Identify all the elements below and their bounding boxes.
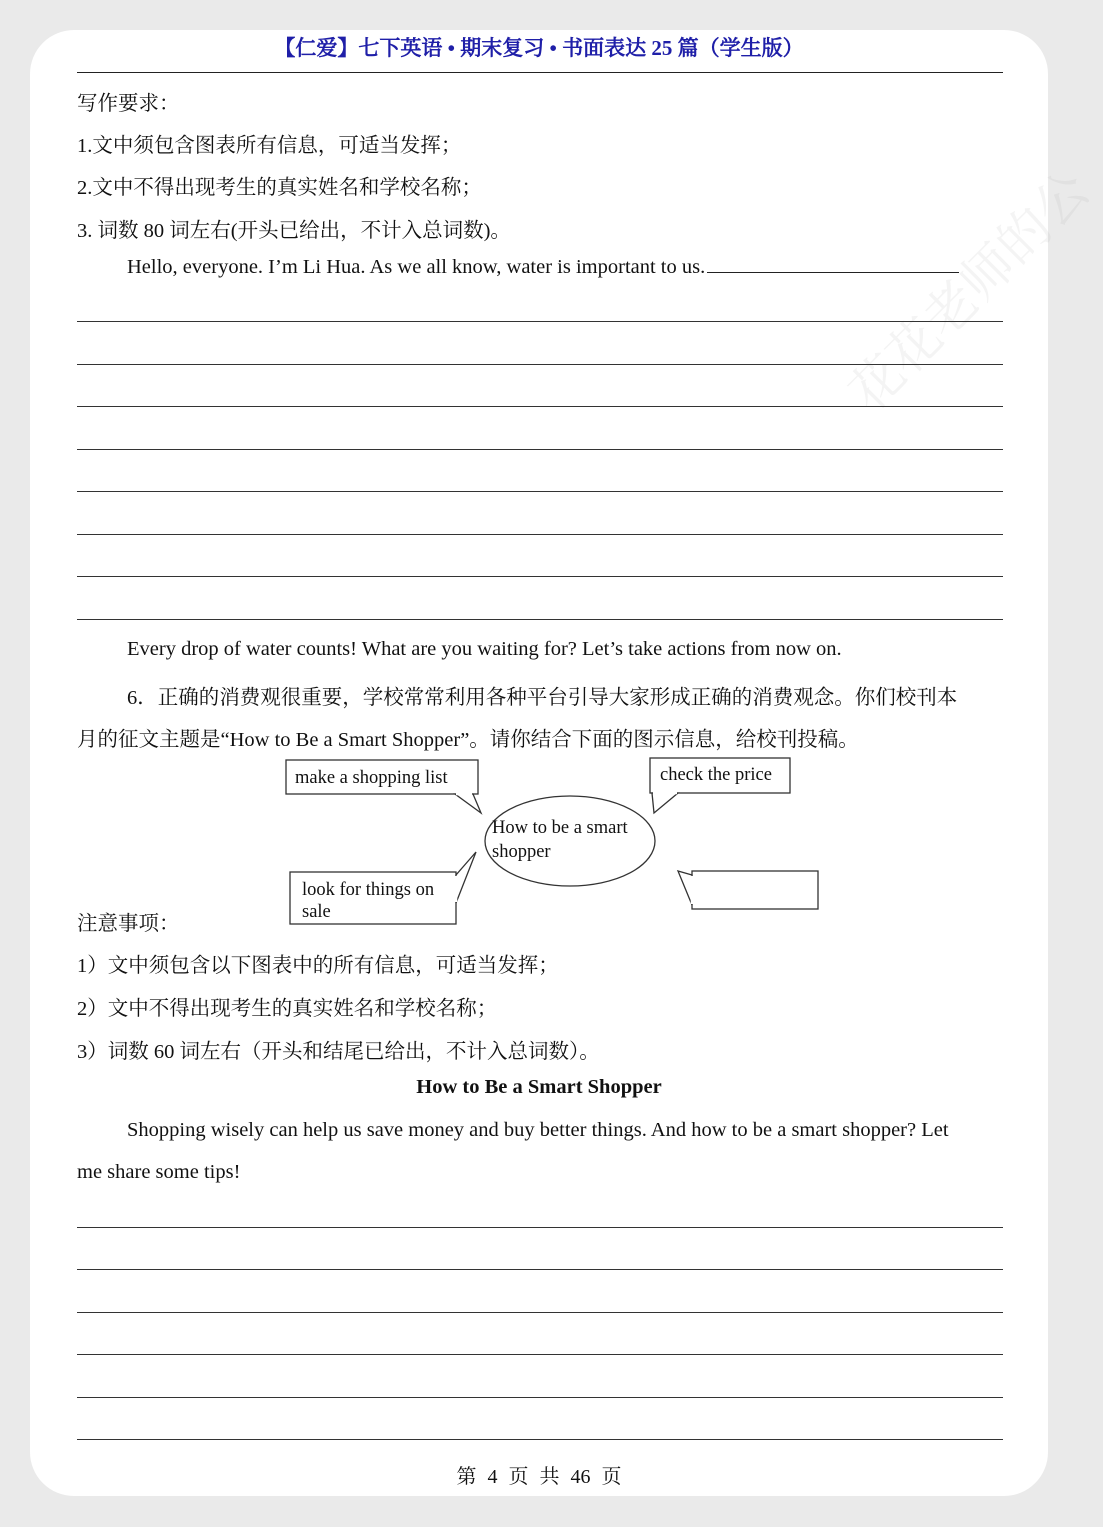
writing-line[interactable] bbox=[77, 321, 1003, 322]
writing-line[interactable] bbox=[77, 1439, 1003, 1440]
center-ellipse bbox=[485, 796, 655, 886]
label-sale-line1: look for things on bbox=[302, 880, 435, 900]
header-title: 【仁爱】七下英语 • 期末复习 • 书面表达 25 篇（学生版） bbox=[274, 36, 804, 60]
inline-writing-blank[interactable] bbox=[707, 272, 959, 273]
box-blank[interactable] bbox=[692, 871, 818, 909]
note-2: 2）文中不得出现考生的真实姓名和学校名称； bbox=[77, 998, 498, 1020]
center-label-line2: shopper bbox=[492, 842, 551, 862]
requirements-title: 写作要求： bbox=[77, 93, 180, 115]
document-page bbox=[30, 30, 1102, 1496]
pointer-blank bbox=[678, 871, 692, 905]
requirement-3: 3. 词数 80 词左右(开头已给出，不计入总词数)。 bbox=[77, 220, 511, 242]
task6-opening-line2: me share some tips! bbox=[77, 1161, 241, 1183]
note-1: 1）文中须包含以下图表中的所有信息，可适当发挥； bbox=[77, 955, 559, 977]
writing-line[interactable] bbox=[77, 364, 1003, 365]
requirement-2: 2.文中不得出现考生的真实姓名和学校名称； bbox=[77, 177, 482, 199]
essay-title: How to Be a Smart Shopper bbox=[416, 1076, 662, 1098]
mind-map-diagram bbox=[280, 755, 800, 930]
writing-line[interactable] bbox=[77, 1312, 1003, 1313]
pointer-shopping-list bbox=[455, 794, 481, 813]
pointer-sale bbox=[456, 852, 476, 903]
task6-intro-line2: 月的征文主题是“How to Be a Smart Shopper”。请你结合下面的图示信息，给校刊投稿。 bbox=[77, 729, 859, 751]
writing-line[interactable] bbox=[77, 1354, 1003, 1355]
task5-opening-line bbox=[127, 256, 959, 279]
writing-line[interactable] bbox=[77, 1397, 1003, 1398]
notes-title: 注意事项： bbox=[77, 913, 180, 935]
task5-opening-text: Hello, everyone. I’m Li Hua. As we all know, water is important to us. bbox=[127, 256, 706, 278]
page-footer: 第 4 页 共 46 页 bbox=[456, 1466, 622, 1488]
label-check-price: check the price bbox=[660, 765, 772, 785]
task6-opening-line1: Shopping wisely can help us save money and buy better things. And how to be a smart shopper? Let bbox=[127, 1119, 949, 1141]
center-label-line1: How to be a smart bbox=[492, 818, 628, 838]
writing-line[interactable] bbox=[77, 491, 1003, 492]
writing-line[interactable] bbox=[77, 534, 1003, 535]
header-rule bbox=[77, 72, 1003, 73]
writing-line[interactable] bbox=[77, 449, 1003, 450]
note-3: 3）词数 60 词左右（开头和结尾已给出，不计入总词数）。 bbox=[77, 1041, 600, 1063]
writing-line[interactable] bbox=[77, 576, 1003, 577]
task6-intro-line1: 6．正确的消费观很重要，学校常常利用各种平台引导大家形成正确的消费观念。你们校刊本 bbox=[127, 687, 958, 709]
requirement-1: 1.文中须包含图表所有信息，可适当发挥； bbox=[77, 135, 462, 157]
writing-line[interactable] bbox=[77, 619, 1003, 620]
label-shopping-list: make a shopping list bbox=[295, 768, 448, 788]
label-sale-line2: sale bbox=[302, 902, 331, 922]
watermark: 花花老师的公 bbox=[838, 159, 1102, 423]
writing-line[interactable] bbox=[77, 1227, 1003, 1228]
pointer-check-price bbox=[652, 793, 678, 813]
task5-closing-line: Every drop of water counts! What are you waiting for? Let’s take actions from now on. bbox=[127, 638, 842, 660]
writing-line[interactable] bbox=[77, 1269, 1003, 1270]
writing-line[interactable] bbox=[77, 406, 1003, 407]
